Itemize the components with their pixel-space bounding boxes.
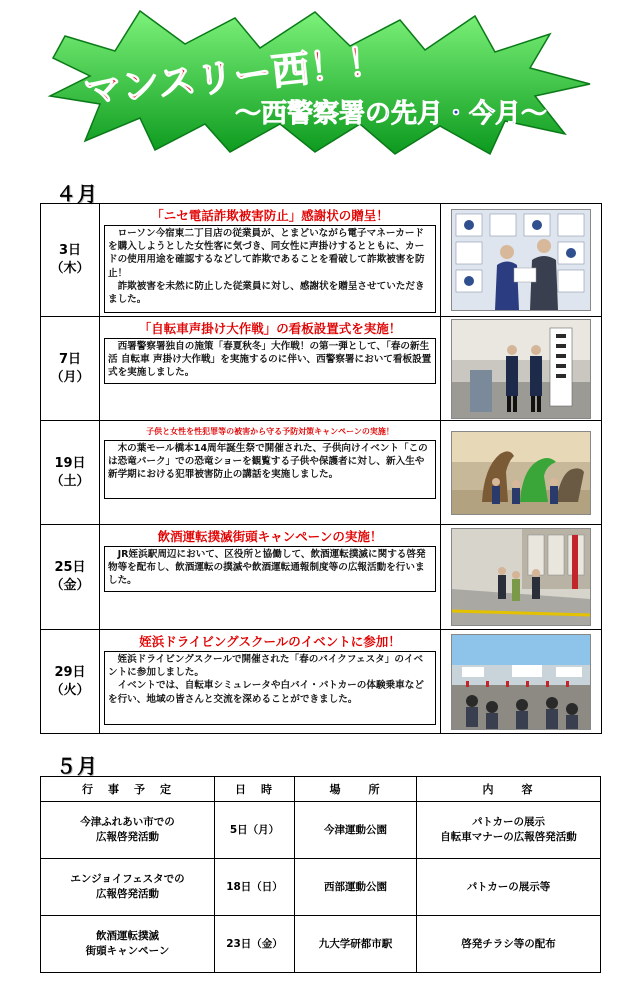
- date-cell: 18日（日）: [215, 859, 295, 916]
- date-cell: [41, 525, 100, 630]
- entry-description: 西署警察署独自の施策「春夏秋冬」大作戦！の第一弾として、「春の新生活 自転車 声掛け大作戦」を実施するのに伴い、西警察署において看板設置式を実施しました。: [104, 338, 436, 384]
- may-schedule-table: [40, 776, 601, 973]
- event-cell: エンジョイフェスタでの 広報啓発活動: [41, 859, 215, 916]
- entry-title: 「ニセ電話詐欺被害防止」感謝状の贈呈！: [151, 208, 389, 223]
- header-date: 日 時: [215, 777, 295, 802]
- weekday-label: （火）: [50, 682, 90, 698]
- photo-signboard-ceremony: [451, 319, 591, 419]
- content-cell: パトカーの展示 自転車マナーの広報啓発活動: [417, 802, 601, 859]
- event-cell: 今津ふれあい市での 広報啓発活動: [41, 802, 215, 859]
- april-row: [41, 630, 602, 734]
- entry-title: 「自転車声掛け大作戦」の看板設置式を実施！: [138, 321, 402, 336]
- table-header-row: [41, 777, 601, 802]
- photo-dinosaur-show: [451, 431, 591, 515]
- april-row: [41, 525, 602, 630]
- date-cell: 23日（金）: [215, 916, 295, 973]
- photo-bike-festa: [451, 634, 591, 730]
- photo-cell: [441, 317, 602, 421]
- event-cell: 飲酒運転撲滅 街頭キャンペーン: [41, 916, 215, 973]
- photo-award-ceremony: [451, 209, 591, 311]
- table-row: [41, 802, 601, 859]
- day-label: 29日: [54, 664, 86, 680]
- content-cell: パトカーの展示等: [417, 859, 601, 916]
- photo-cell: [441, 525, 602, 630]
- banner-title: マンスリー西！！: [81, 38, 388, 114]
- date-cell: [41, 317, 100, 421]
- entry-description: 姪浜ドライビングスクールで開催された「春のバイクフェスタ」のイベントに参加しました。 イベントでは、自転車シミュレータや白バイ・パトカーの体験乗車などを行い、地域の皆さんと交流を深めることができました。: [104, 651, 436, 725]
- april-month-label: ４月: [56, 182, 98, 206]
- content-cell: 啓発チラシ等の配布: [417, 916, 601, 973]
- april-row: [41, 421, 602, 525]
- entry-title: 飲酒運転撲滅街頭キャンペーンの実施！: [157, 529, 383, 544]
- entry-description: 木の葉モール橋本14周年誕生祭で開催された、子供向けイベント「このは恐竜パーク」での恐竜ショーを観覧する子供や保護者に対し、新入生や新学期における犯罪被害防止の講話を実施しました。: [104, 440, 436, 499]
- entry-body: [100, 421, 441, 525]
- entry-description: JR姪浜駅周辺において、区役所と協働して、飲酒運転撲滅に関する啓発物等を配布し、飲酒運転の撲滅や飲酒運転通報制度等の広報活動を行いました。: [104, 546, 436, 592]
- date-cell: 5日（月）: [215, 802, 295, 859]
- entry-title: 姪浜ドライビングスクールのイベントに参加！: [139, 634, 401, 649]
- date-cell: [41, 421, 100, 525]
- place-cell: 九大学研都市駅: [295, 916, 417, 973]
- date-cell: [41, 204, 100, 317]
- banner-graphic: [45, 6, 595, 156]
- entry-title: 子供と女性を性犯罪等の被害から守る予防対策キャンペーンの実施！: [146, 427, 394, 436]
- day-label: 19日: [54, 455, 86, 471]
- entry-description: ローソン今宿東二丁目店の従業員が、とまどいながら電子マネーカードを購入しようとした女性客に気づき、同女性に声掛けするとともに、カードの使用用途を確認するなどして詐欺であることを看破して詐欺被害を防止！ 詐欺被害を未然に防止した従業員に対し、感謝状を贈呈させていただきました。: [104, 225, 436, 313]
- photo-cell: [441, 204, 602, 317]
- table-row: [41, 916, 601, 973]
- april-activity-table: [40, 203, 602, 734]
- date-cell: [41, 630, 100, 734]
- day-label: 7日: [58, 351, 82, 367]
- weekday-label: （土）: [50, 473, 90, 489]
- april-row: [41, 317, 602, 421]
- header-banner: [45, 6, 595, 156]
- banner-subtitle: ～西警察署の先月・今月～: [235, 99, 548, 129]
- weekday-label: （月）: [50, 369, 90, 385]
- day-label: 25日: [54, 560, 86, 575]
- header-content: 内 容: [417, 777, 601, 802]
- photo-cell: [441, 630, 602, 734]
- entry-body: [100, 525, 441, 630]
- weekday-label: （金）: [50, 578, 90, 593]
- place-cell: 今津運動公園: [295, 802, 417, 859]
- entry-body: [100, 317, 441, 421]
- day-label: 3日: [58, 243, 82, 258]
- photo-cell: [441, 421, 602, 525]
- entry-body: [100, 204, 441, 317]
- weekday-label: （木）: [50, 261, 90, 276]
- table-row: [41, 859, 601, 916]
- header-place: 場 所: [295, 777, 417, 802]
- entry-body: [100, 630, 441, 734]
- place-cell: 西部運動公園: [295, 859, 417, 916]
- april-row: [41, 204, 602, 317]
- may-month-label: ５月: [56, 754, 98, 778]
- photo-station-campaign: [451, 528, 591, 626]
- header-event: 行 事 予 定: [41, 777, 215, 802]
